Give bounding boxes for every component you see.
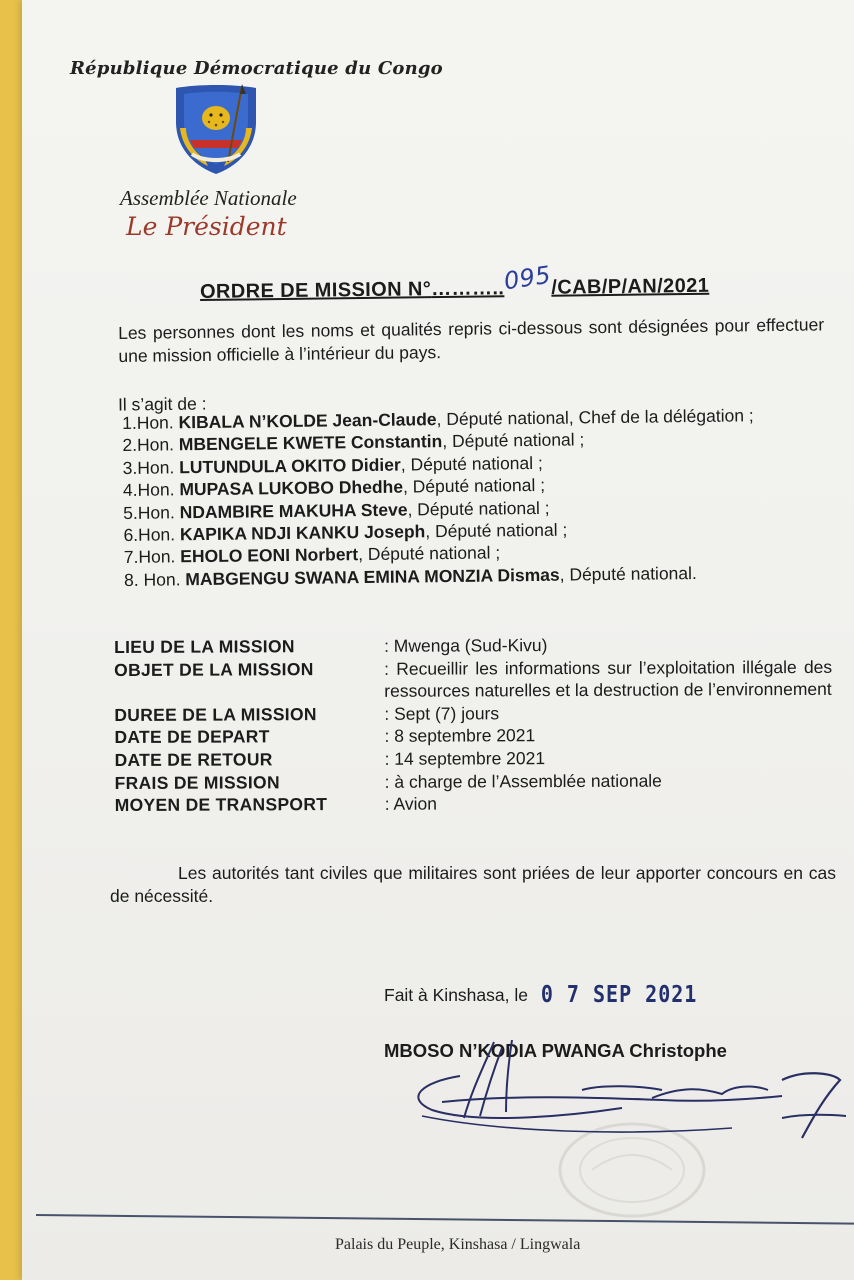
member-item: 1.Hon. KIBALA N’KOLDE Jean-Claude, Député national, Chef de la délégation ; — [122, 405, 754, 433]
detail-row — [115, 791, 833, 817]
handwritten-signature-icon — [402, 1040, 852, 1150]
place-date — [384, 982, 697, 1006]
intro-paragraph: Les personnes dont les noms et qualités repris ci-dessous sont désignées pour effectuer une mission officielle à l’intérieur du pays. — [118, 314, 825, 366]
detail-label: OBJET DE LA MISSION — [114, 658, 314, 680]
detail-value: : à charge de l’Assemblée nationale — [384, 770, 662, 792]
document-page — [22, 0, 854, 1280]
member-item: 7.Hon. EHOLO EONI Norbert, Député national ; — [123, 542, 501, 568]
footer-address: Palais du Peuple, Kinshasa / Lingwala — [335, 1236, 581, 1253]
detail-label: LIEU DE LA MISSION — [114, 636, 295, 657]
detail-label: DATE DE RETOUR — [114, 749, 273, 770]
signer-name: MBOSO N’KODIA PWANGA Christophe — [384, 1040, 727, 1061]
detail-value: : 8 septembre 2021 — [384, 725, 536, 747]
detail-label: DUREE DE LA MISSION — [114, 703, 317, 725]
detail-value: : 14 septembre 2021 — [384, 748, 546, 769]
member-item: 8. Hon. MABGENGU SWANA EMINA MONZIA Dismas, Député national. — [123, 562, 697, 590]
document-title — [199, 260, 710, 304]
place-label: Fait à Kinshasa, le — [384, 985, 528, 1005]
detail-row — [114, 655, 832, 703]
header-country: République Démocratique du Congo — [70, 58, 443, 79]
member-item: 5.Hon. NDAMBIRE MAKUHA Steve, Député national ; — [123, 497, 550, 523]
detail-row — [114, 701, 832, 727]
date-stamp: 0 7 SEP 2021 — [540, 980, 698, 1008]
mission-details — [114, 633, 833, 817]
detail-row — [114, 633, 832, 659]
member-item: 6.Hon. KAPIKA NDJI KANKU Joseph, Député national ; — [123, 519, 568, 546]
title-handwritten-number: 095 — [502, 260, 554, 296]
member-item: 2.Hon. MBENGELE KWETE Constantin, Député national ; — [122, 429, 585, 456]
detail-value: : Avion — [384, 793, 437, 814]
detail-row — [114, 723, 832, 749]
detail-row — [115, 768, 833, 794]
detail-label: FRAIS DE MISSION — [114, 771, 280, 793]
detail-value: : Recueillir les informations sur l’exploitation illégale des ressources naturelles et la destruction de l’environnement — [384, 656, 833, 702]
footer-divider — [36, 1214, 854, 1225]
detail-row — [114, 746, 832, 772]
detail-value: : Sept (7) jours — [384, 703, 500, 724]
title-dots: ……….. — [431, 277, 505, 301]
header-institution: Assemblée Nationale — [120, 186, 297, 210]
detail-value: : Mwenga (Sud-Kivu) — [384, 635, 548, 656]
title-suffix: /CAB/P/AN/2021 — [551, 274, 710, 299]
closing-paragraph: Les autorités tant civiles que militaires sont priées de leur apporter concours en cas de nécessité. — [110, 863, 836, 906]
list-intro: Il s’agit de : — [117, 393, 207, 415]
title-prefix: ORDRE DE MISSION N° — [199, 278, 432, 303]
detail-label: MOYEN DE TRANSPORT — [114, 794, 328, 816]
header-office: Le Président — [126, 212, 287, 241]
coat-of-arms-icon — [168, 82, 264, 176]
member-item: 3.Hon. LUTUNDULA OKITO Didier, Député national ; — [122, 452, 543, 478]
member-item: 4.Hon. MUPASA LUKOBO Dhedhe, Député national ; — [122, 475, 546, 501]
detail-label: DATE DE DEPART — [114, 726, 270, 748]
delegation-list — [122, 404, 756, 591]
